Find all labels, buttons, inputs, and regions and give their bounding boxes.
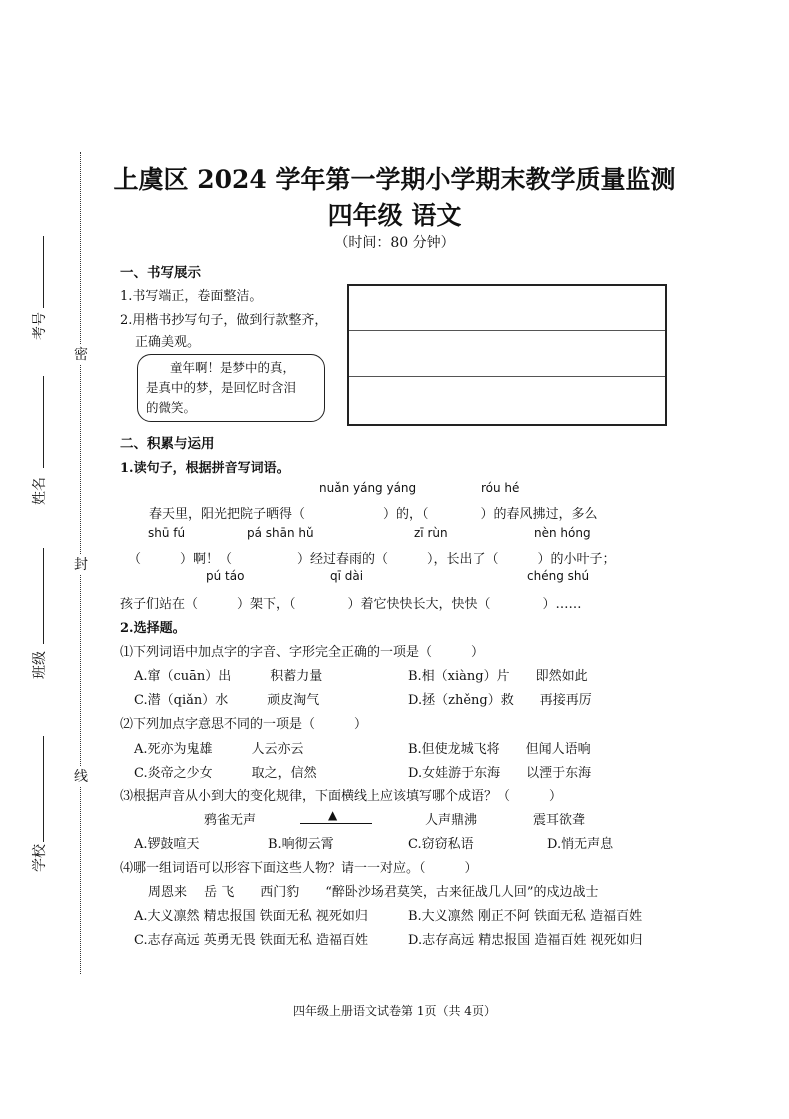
exam-title: 上虞区 2024 学年第一学期小学期末教学质量监测	[113, 165, 676, 194]
q2-4-stem: ⑷哪一组词语可以形容下面这些人物？请一一对应。（ ）	[120, 861, 478, 876]
q2-1-option-d: D.拯（zhěng）救 再接再厉	[408, 693, 592, 708]
exam-time: （时间：80 分钟）	[334, 235, 455, 251]
q2-4-option-c: C.志存高远 英勇无畏 铁面无私 造福百姓	[134, 933, 369, 948]
q2-4-option-a: A.大义凛然 精忠报国 铁面无私 视死如归	[134, 909, 368, 924]
q1-text-row2: （ ）啊！（ ）经过春雨的（ ），长出了（ ）的小叶子；	[128, 552, 616, 567]
q2-3-answer-blank[interactable]	[300, 809, 372, 824]
pinyin-chengshu: chéng shú	[527, 569, 590, 583]
q2-3-word-4: 震耳欲聋	[533, 813, 586, 828]
name-label: 姓名	[32, 477, 48, 505]
q1-text-row1: 春天里，阳光把院子晒得（ ）的，（ ）的春风拂过，多么	[149, 507, 598, 522]
q2-1-option-b: B.相（xiàng）片 即然如此	[408, 669, 588, 684]
quote-bubble	[137, 354, 325, 422]
handwriting-box[interactable]	[347, 284, 667, 426]
q2-3-word-1: 鸦雀无声	[204, 813, 257, 828]
seal-xian: 线	[74, 766, 88, 786]
q2-2-option-a: A.死亦为鬼雄 人云亦云	[134, 742, 304, 757]
pinyin-shufu: shū fú	[148, 526, 186, 540]
pinyin-pashanhu: pá shān hǔ	[247, 526, 314, 540]
handwriting-row-divider	[349, 376, 665, 377]
q2-3-option-c: C.窃窃私语	[408, 837, 474, 852]
q2-1-stem: ⑴下列词语中加点字的字音、字形完全正确的一项是（ ）	[120, 645, 485, 660]
pinyin-rouhe: róu hé	[481, 481, 520, 495]
name-line	[43, 376, 44, 468]
quote-line3: 的微笑。	[146, 400, 197, 415]
q2-3-word-3: 人声鼎沸	[425, 813, 478, 828]
seal-feng: 封	[74, 554, 88, 574]
q2-3-option-d: D.悄无声息	[547, 837, 614, 852]
section1-heading: 一、书写展示	[120, 265, 201, 281]
q2-title: 2.选择题。	[120, 621, 186, 636]
section1-item2-line2: 正确美观。	[135, 335, 201, 350]
class-line	[43, 548, 44, 644]
page-footer: 四年级上册语文试卷第 1页（共 4页）	[293, 1004, 496, 1018]
pinyin-putao: pú táo	[206, 569, 245, 583]
q2-4-people: 周恩来 岳 飞 西门豹 “醉卧沙场君莫笑，古来征战几人回”的戍边战士	[148, 885, 599, 900]
q2-3-option-b: B.响彻云霄	[268, 837, 334, 852]
q2-1-option-a: A.窜（cuān）出 积蓄力量	[134, 669, 323, 684]
q1-title: 1.读句子，根据拼音写词语。	[120, 461, 290, 476]
section1-item2-line1: 2.用楷书抄写句子，做到行款整齐，	[120, 313, 328, 328]
q2-2-option-b: B.但使龙城飞将 但闻人语响	[408, 742, 591, 757]
q2-1-option-c: C.潜（qiǎn）水 顽皮淘气	[134, 693, 320, 708]
q2-4-option-b: B.大义凛然 刚正不阿 铁面无私 造福百姓	[408, 909, 643, 924]
q2-2-option-d: D.女娃游于东海 以湮于东海	[408, 766, 592, 781]
pinyin-qidai: qī dài	[330, 569, 364, 583]
school-label: 学校	[32, 844, 48, 872]
q1-text-row3: 孩子们站在（ ）架下，（ ）着它快快长大，快快（ ）……	[120, 597, 582, 612]
exam-number-line	[43, 236, 44, 308]
school-line	[43, 736, 44, 842]
quote-line2: 是真中的梦，是回忆时含泪	[146, 380, 297, 395]
quote-line1: 童年啊！是梦中的真，	[170, 360, 296, 375]
handwriting-row-divider	[349, 330, 665, 331]
q2-3-option-a: A.锣鼓喧天	[134, 837, 200, 852]
pinyin-zirun: zī rùn	[414, 526, 448, 540]
q2-2-option-c: C.炎帝之少女 取之，信然	[134, 766, 317, 781]
exam-subtitle: 四年级 语文	[327, 201, 462, 230]
triangle-icon: ▲	[328, 808, 338, 822]
pinyin-nenhong: nèn hóng	[534, 526, 591, 540]
q2-3-stem: ⑶根据声音从小到大的变化规律，下面横线上应该填写哪个成语？（ ）	[120, 789, 563, 804]
q2-4-option-d: D.志存高远 精忠报国 造福百姓 视死如归	[408, 933, 643, 948]
section2-heading: 二、积累与运用	[120, 436, 215, 452]
section1-item1: 1.书写端正，卷面整洁。	[120, 289, 263, 304]
exam-number-label: 考号	[32, 312, 48, 340]
q2-2-stem: ⑵下列加点字意思不同的一项是（ ）	[120, 717, 368, 732]
class-label: 班级	[32, 651, 48, 679]
pinyin-nuanyangyang: nuǎn yáng yáng	[319, 481, 417, 495]
seal-mi: 密	[74, 344, 88, 364]
